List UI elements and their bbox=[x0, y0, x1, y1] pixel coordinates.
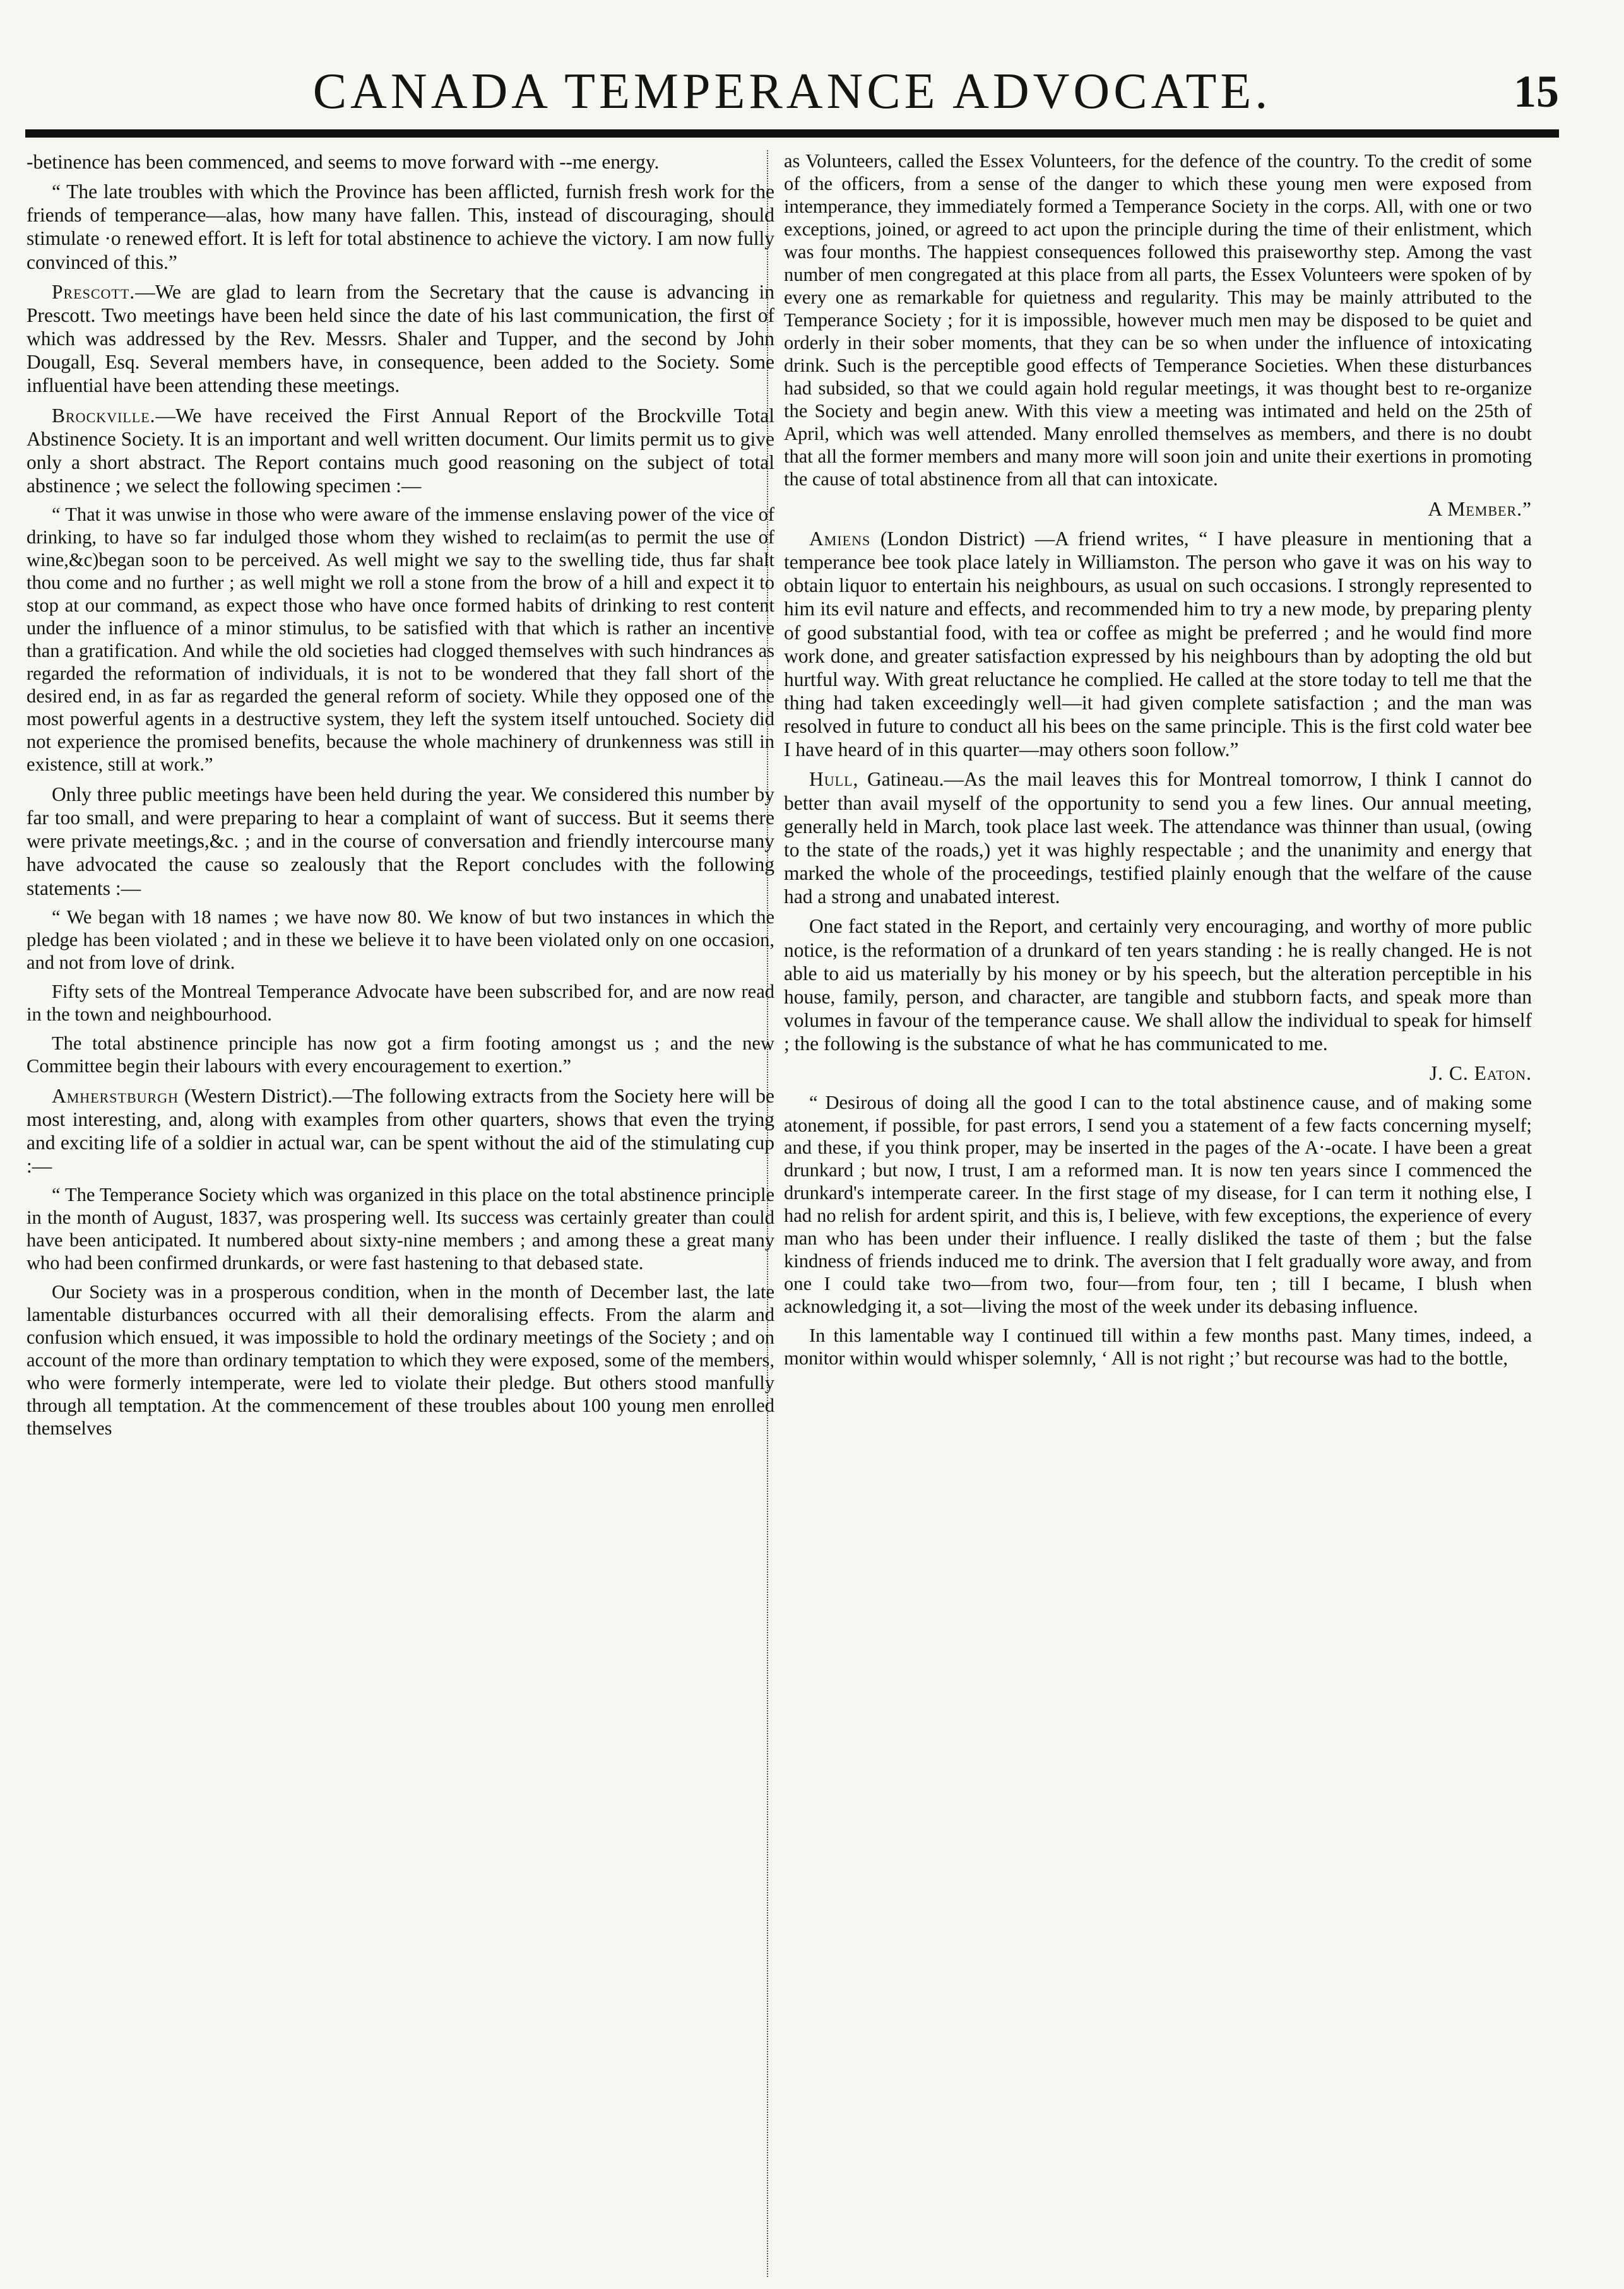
masthead-title: CANADA TEMPERANCE ADVOCATE. bbox=[312, 64, 1272, 119]
quoted-paragraph: Our Society was in a prosperous condition, when in the month of December last, the late lamentable disturbances occurred with all their demoralising effects. From the alarm and confusion which ensued, it was impossible to hold the ordinary meetings of the Society ; and on account of the more than ordinary temptation to which they were exposed, some of the members, who were formerly intemperate, were led to violate their pledge. But others stood manfully through all temptation. At the commencement of these troubles about 100 young men enrolled themselves bbox=[27, 1281, 774, 1440]
item-heading: Brockville. bbox=[52, 404, 156, 427]
item-text: —We are glad to learn from the Secretary that the cause is advancing in Prescott. Two meetings have been held since the date of his last communication, the first of which was addressed by the Rev. Messrs. Shaler and Tupper, and the second by John Dougall, Esq. Several members have, in consequence, been added to the Society. Some influential have been attending these meetings. bbox=[27, 280, 774, 397]
item-heading: Amherstburgh bbox=[52, 1084, 179, 1107]
quoted-paragraph: In this lamentable way I continued till within a few months past. Many times, indeed, a monitor within would whisper solemnly, ‘ All is not right ;’ but recourse was had to the bottle, bbox=[784, 1325, 1532, 1369]
left-column bbox=[27, 150, 774, 2277]
running-head bbox=[25, 60, 1559, 129]
news-item-brockville bbox=[27, 404, 774, 498]
item-text: —We have received the First Annual Report of the Brockville Total Abstinence Society. It is an important and well written document. Our limits permit us to give only a short abstract. The Report contains much good reasoning on the subject of total abstinence ; we select the following specimen :— bbox=[27, 404, 774, 497]
quoted-paragraph: “ Desirous of doing all the good I can to the total abstinence cause, and of making some atonement, if possible, for past errors, I send you a statement of a few facts concerning myself; and these, if you think proper, may be inserted in the pages of the A·-ocate. I have been a great drunkard ; but now, I trust, I am a reformed man. It is now ten years since I commenced the drunkard's intemperate career. In the first stage of my disease, for I can term it nothing else, I had no relish for ardent spirit, and this is, I believe, with few exceptions, the experience of every man who has been under their influence. I really disliked the taste of them ; but the false kindness of friends induced me to drink. The aversion that I felt gradually wore away, and from one I could take two—from two, four—from four, ten ; till I became, I blush when acknowledging it, a sot—living the most of the week under its debasing influence. bbox=[784, 1091, 1532, 1318]
item-heading: Hull, bbox=[809, 768, 859, 791]
quoted-paragraph: The total abstinence principle has now got a firm footing amongst us ; and the new Committee begin their labours with every encouragement to exertion.” bbox=[27, 1032, 774, 1077]
header-rule bbox=[25, 129, 1559, 138]
signature: J. C. Eaton. bbox=[1429, 1062, 1532, 1085]
quoted-paragraph: “ That it was unwise in those who were aware of the immense enslaving power of the vice of drinking, to have so far indulged those whom they wished to reclaim(as to permit the use of wine,&c)began soon to be perceived. As well might we say to the swelling tide, thus far shalt thou come and no further ; as well might we roll a stone from the brow of a hill and expect it to stop at our command, as expect those who have once formed habits of drinking to rest content under the influence of a minor stimulus, to be satisfied with that which is rather an incentive than a gratification. And while the old societies had clogged themselves with such hindrances as regarded the reformation of individuals, it is not to be wondered that they fall short of the desired end, in as far as regarded the general reform of society. While they opposed one of the most powerful agents in a destructive system, they left the system itself untouched. Society did not experience the promised benefits, because the whole machinery of drunkenness was still in existence, still at work.” bbox=[27, 504, 774, 776]
news-item-amherstburgh bbox=[27, 1084, 774, 1178]
quoted-paragraph: “ The Temperance Society which was organized in this place on the total abstinence principle in the month of August, 1837, was prospering well. Its success was certainly greater than could have been anticipated. It numbered about sixty-nine members ; and among these a great many who had been confirmed drunkards, or were fast hastening to that debased state. bbox=[27, 1184, 774, 1274]
signature: A Member.” bbox=[1428, 497, 1532, 520]
news-item-amiens bbox=[784, 527, 1532, 762]
item-text: Gatineau.—As the mail leaves this for Montreal tomorrow, I think I cannot do better than avail myself of the opportunity to send you a few lines. Our annual meeting, generally held in March, took place last week. The attendance was thinner than usual, (owing to the state of the roads,) yet it was highly respectable ; and the unanimity and energy that marked the whole of the proceedings, testified plainly enough that the welfare of the cause had a strong and unabated interest. bbox=[784, 768, 1532, 908]
news-item-hull bbox=[784, 767, 1532, 908]
quoted-paragraph: “ We began with 18 names ; we have now 80. We know of but two instances in which the pledge has been violated ; and in these we believe it to have been violated only on one occasion, and not from love of drink. bbox=[27, 906, 774, 973]
article-paragraph: One fact stated in the Report, and certainly very encouraging, and worthy of more public notice, is the reformation of a drunkard of ten years standing : he is really changed. He is not able to aid us materially by his money or by his speech, but the alteration perceptible in his house, family, person, and character, are tangible and stubborn facts, and speak more than volumes in favour of the temperance cause. We shall allow the individual to speak for himself ; the following is the substance of what he has communicated to me. bbox=[784, 915, 1532, 1055]
item-text: (London District) —A friend writes, “ I have pleasure in mentioning that a temperance bee took place lately in Williamston. The person who gave it was on his way to obtain liquor to entertain his neighbours, as usual on such occasions. I strongly represented to him its evil nature and effects, and recommended him to try a new mode, by preparing plenty of good substantial food, with tea or coffee as might be preferred ; and he would find more work done, and greater satisfaction expressed by his neighbours than by adopting the old but hurtful way. With great reluctance he complied. He called at the store today to tell me that the thing had taken exceedingly well—it had given complete satisfaction ; and the man was resolved in future to conduct all his bees on the same principle. This is the first cold water bee I have heard of in this quarter—may others soon follow.” bbox=[784, 527, 1532, 761]
item-heading: Amiens bbox=[809, 527, 871, 550]
quoted-paragraph: Fifty sets of the Montreal Temperance Advocate have been subscribed for, and are now read in the town and neighbourhood. bbox=[27, 980, 774, 1025]
item-text: (Western District).—The following extracts from the Society here will be most interesting, and, along with examples from other quarters, shows that even the trying and exciting life of a soldier in actual war, can be spent without the aid of the stimulating cup :— bbox=[27, 1084, 774, 1178]
news-item-prescott bbox=[27, 280, 774, 398]
item-heading: Prescott. bbox=[52, 280, 136, 303]
page-number: 15 bbox=[1514, 66, 1559, 117]
article-paragraph: “ The late troubles with which the Province has been afflicted, furnish fresh work for the friends of temperance—alas, how many have fallen. This, instead of discouraging, should stimulate ·o renewed effort. It is left for total abstinence to achieve the victory. I am now fully convinced of this.” bbox=[27, 180, 774, 273]
article-paragraph: Only three public meetings have been held during the year. We considered this number by far too small, and were preparing to hear a complaint of want of success. But it seems there were private meetings,&c. ; and in the course of conversation and friendly intercourse many have advocated the cause so zealously that the Report concludes with the following statements :— bbox=[27, 783, 774, 899]
quoted-paragraph: as Volunteers, called the Essex Volunteers, for the defence of the country. To the credit of some of the officers, from a sense of the danger to which these young men were exposed from intemperance, they immediately formed a Temperance Society in the corps. All, with one or two exceptions, joined, or agreed to act upon the principle during the time of their enlistment, which was four months. The happiest consequences followed this praiseworthy step. Among the vast number of men congregated at this place from all parts, the Essex Volunteers were spoken of by every one as remarkable for quietness and regularity. This may be mainly attributed to the Temperance Society ; for it is impossible, however much men may be disposed to be quiet and orderly in their sober moments, that they can be so when under the influence of intoxicating drink. Such is the perceptible good effects of Temperance Societies. When these disturbances had subsided, so that we could again hold regular meetings, it was thought best to re-organize the Society and begin anew. With this view a meeting was intimated and held on the 25th of April, which was well attended. Many enrolled themselves as members, and there is no doubt that all the former members and many more will soon join and unite their exertions in promoting the cause of total abstinence from all that can intoxicate. bbox=[784, 150, 1532, 490]
right-column bbox=[784, 150, 1532, 2277]
article-paragraph: -betinence has been commenced, and seems to move forward with --me energy. bbox=[27, 151, 660, 173]
